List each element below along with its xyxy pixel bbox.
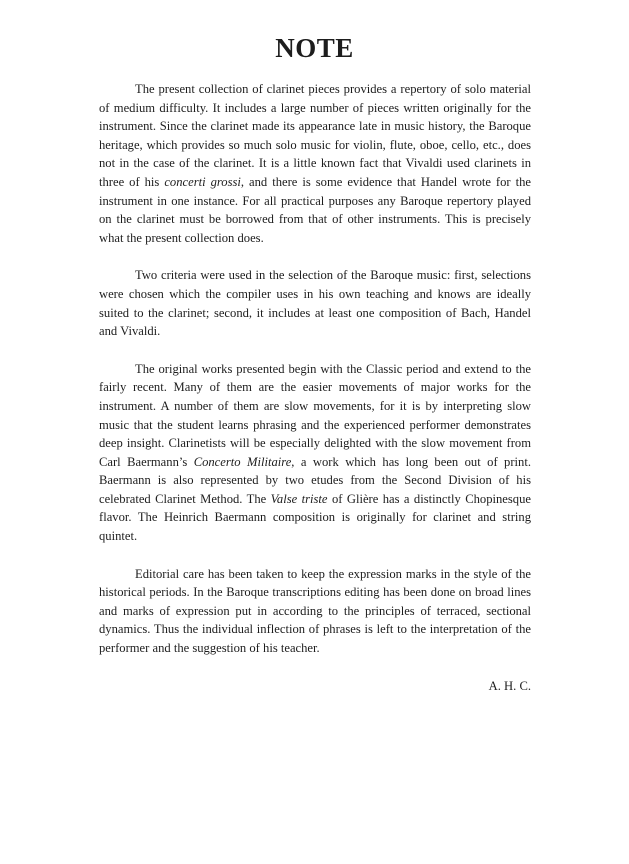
paragraph-original-works-emphasis-2: Valse triste — [270, 491, 328, 506]
paragraph-original-works — [99, 360, 531, 546]
paragraph-original-works-text-3: of Glière has a distinctly Chopinesque flavor. The Heinrich Baermann composition is originally for clarinet and string quintet. — [99, 491, 531, 544]
paragraph-baroque-criteria: Two criteria were used in the selection of the Baroque music: first, selections were chosen which the compiler uses in his own teaching and knows are ideally suited to the clarinet; second, it includes at least one composition of Bach, Handel and Vivaldi. — [99, 268, 531, 339]
page-title: NOTE — [275, 33, 354, 63]
paragraph-intro-emphasis: concerti grossi — [164, 174, 241, 189]
paragraph-intro — [99, 80, 531, 247]
author-signature: A. H. C. — [488, 678, 531, 693]
paragraph-original-works-text-2: , a work which has long been out of print. Baermann is also represented by two etudes from the Second Division of his celebrated Clarinet Method. The — [99, 454, 531, 506]
paragraph-intro-text-2: , and there is some evidence that Handel wrote for the instrument in one instance. For all practical purposes any Baroque repertory played on the clarinet must be borrowed from that of other instruments. This is precisely what the present collection does. — [99, 174, 531, 245]
paragraph-original-works-text-1: The original works presented begin with the Classic period and extend to the fairly recent. Many of them are the easier movements of major works for the instrument. A number of them are slow movements, for it is by interpreting slow music that the student learns phrasing and the experienced performer demonstrates deep insight. Clarinetists will be especially delighted with the slow movement from Carl Baermann’s — [99, 361, 531, 469]
paragraph-original-works-emphasis-1: Concerto Militaire — [193, 454, 292, 469]
paragraph-intro-text-1: The present collection of clarinet pieces provides a repertory of solo material of medium difficulty. It includes a large number of pieces written originally for the instrument. Since the clarinet made its appearance late in music history, the Baroque heritage, which provides so much solo music for violin, flute, oboe, cello, etc., does not in the case of the clarinet. It is a little known fact that Vivaldi used clarinets in three of his — [99, 82, 531, 189]
note-body — [99, 80, 531, 695]
paragraph-editorial-care: Editorial care has been taken to keep the expression marks in the style of the historical periods. In the Baroque transcriptions editing has been done on broad lines and marks of expression put in according to the principles of terraced, sectional dynamics. Thus the individual inflection of phrases is left to the interpretation of the performer and the suggestion of his teacher. — [99, 566, 531, 656]
